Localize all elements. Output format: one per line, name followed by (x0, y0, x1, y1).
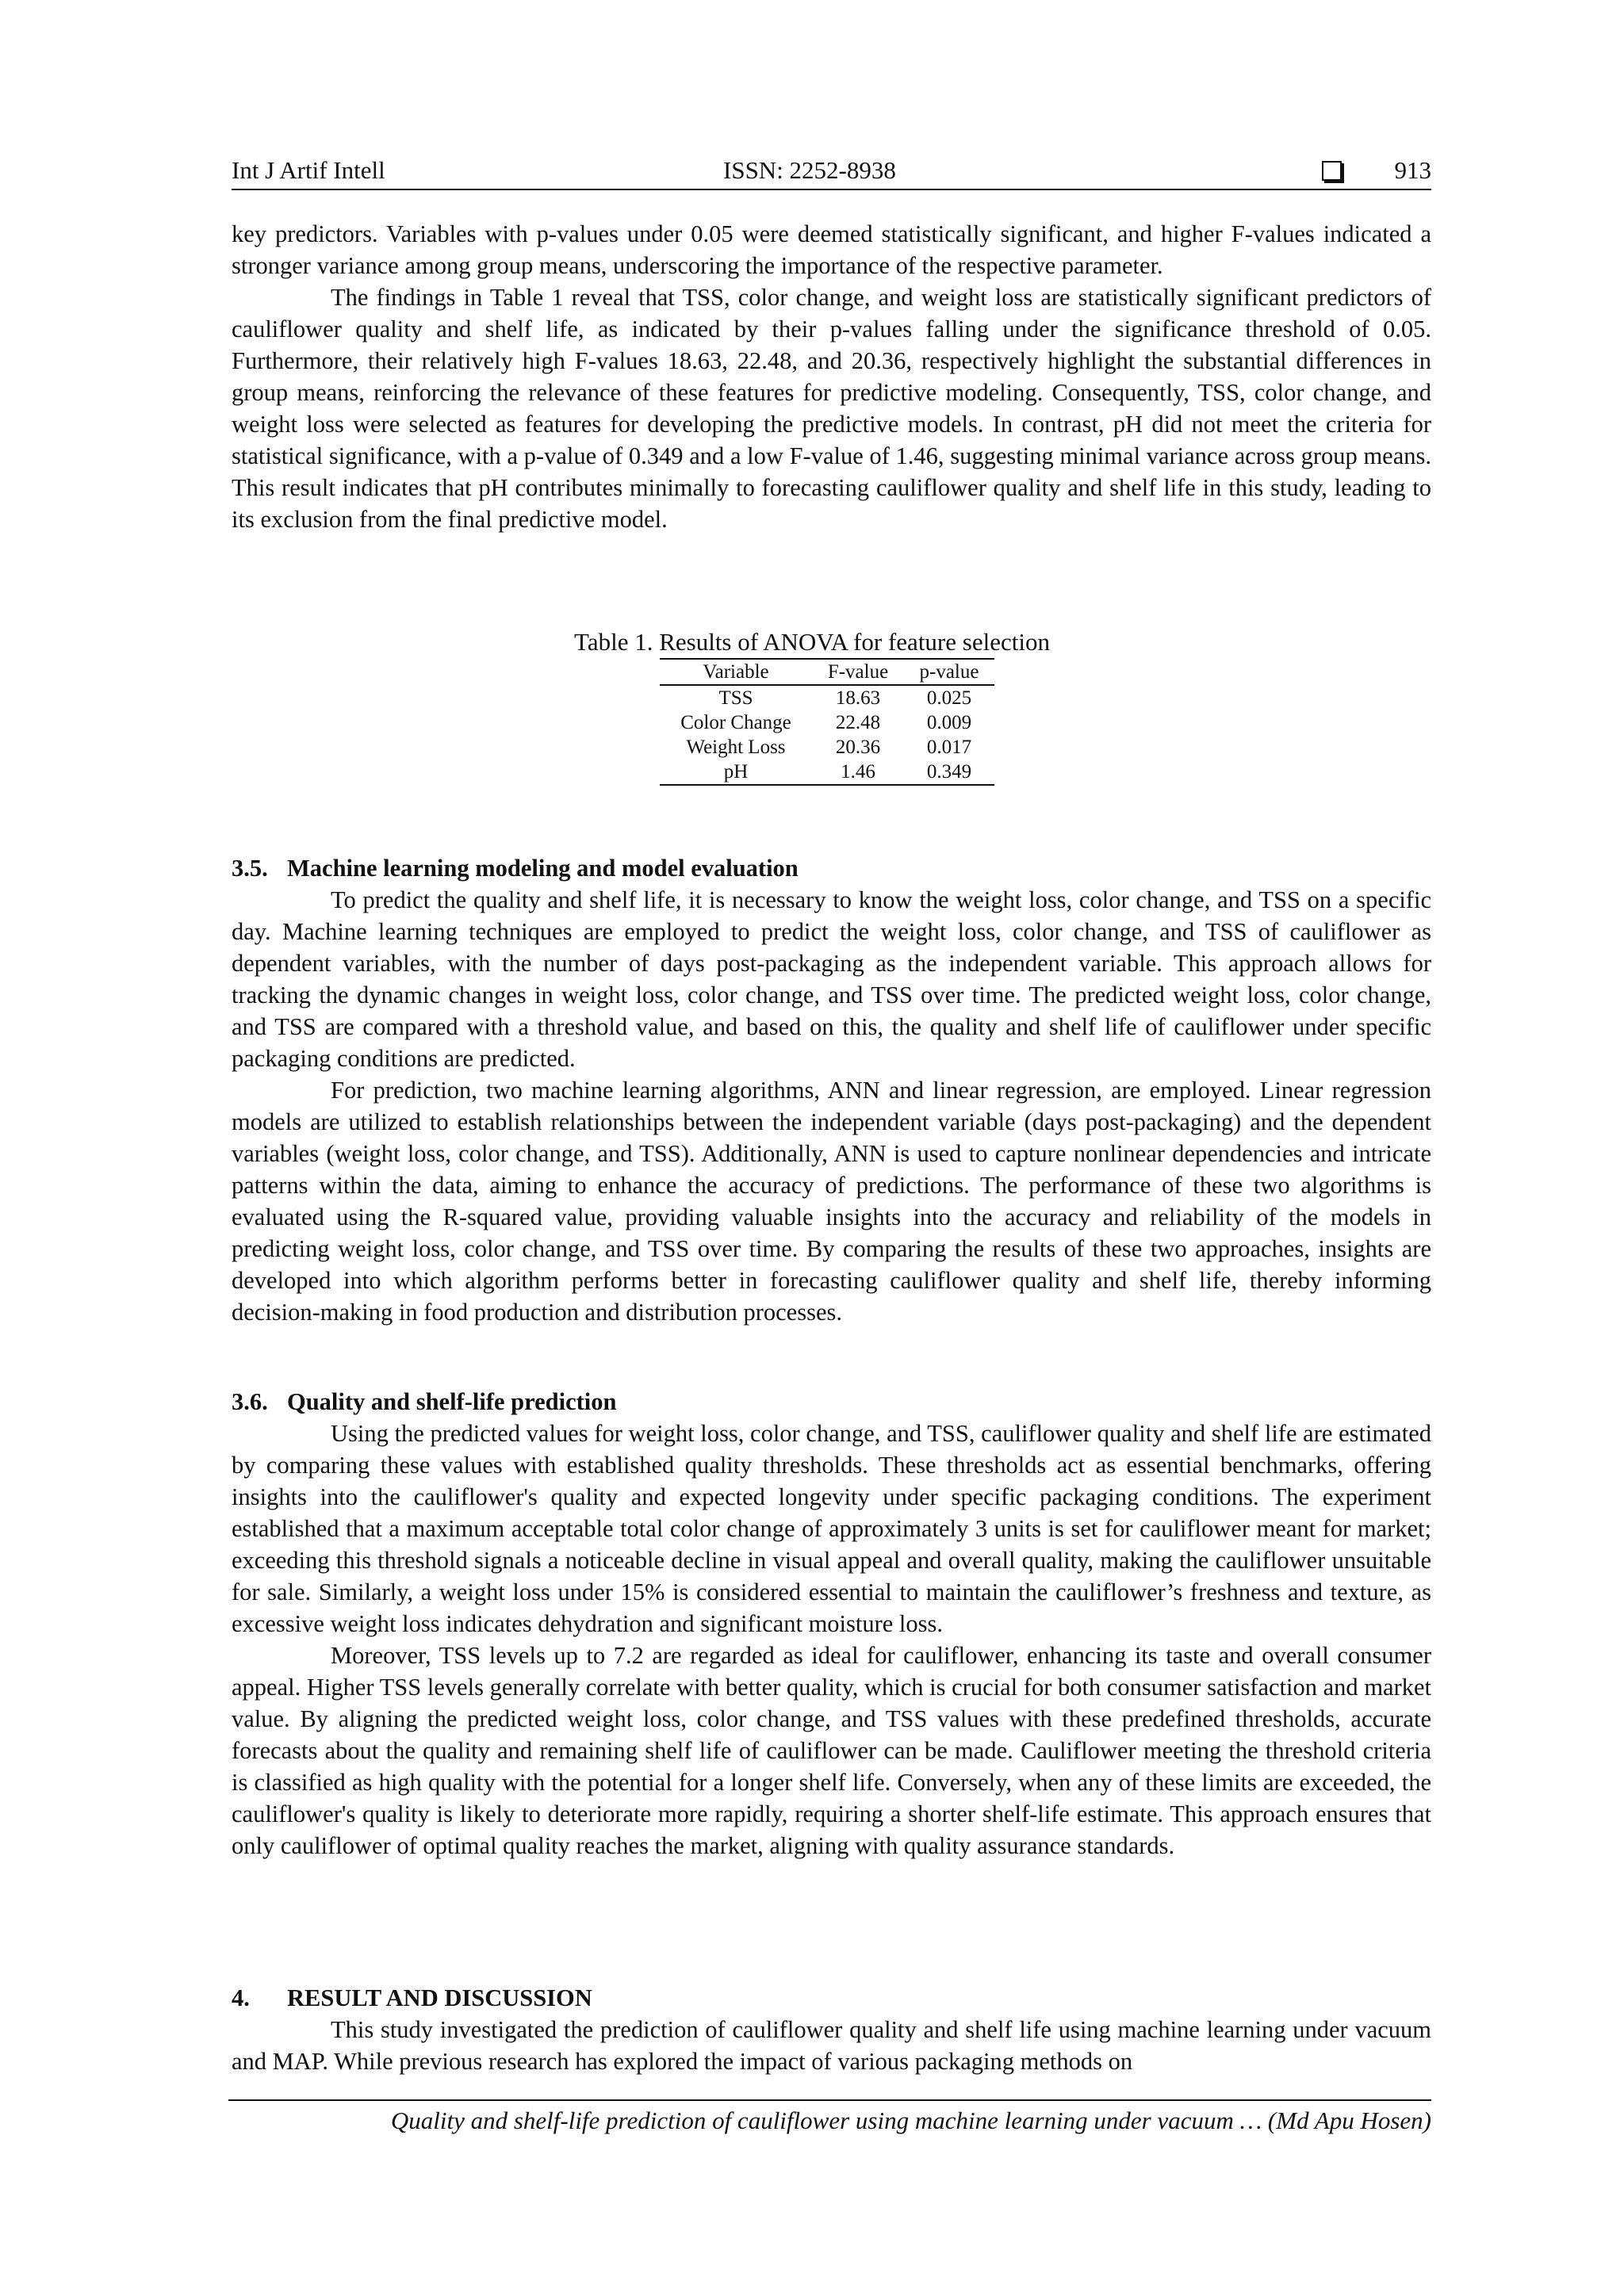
table-row (660, 735, 994, 760)
column-header: F-value (812, 659, 904, 685)
journal-name: Int J Artif Intell (232, 156, 385, 184)
table-cell: 1.46 (812, 760, 904, 785)
table-cell: Weight Loss (686, 737, 786, 758)
table-cell: TSS (718, 687, 753, 709)
table-cell: 22.48 (835, 712, 881, 733)
paragraph: Using the predicted values for weight loss, color change, and TSS, cauliflower quality and shelf life are estimated by comparing these values with established quality thresholds. These thresholds act as essential benchmarks, offering insights into the cauliflower's quality and expected longevity under specific packaging conditions. The experiment established that a maximum acceptable total color change of approximately 3 units is set for cauliflower meant for market; exceeding this threshold signals a noticeable decline in visual appeal and overall quality, making the cauliflower unsuitable for sale. Similarly, a weight loss under 15% is considered essential to maintain the cauliflower’s freshness and texture, as excessive weight loss indicates dehydration and significant moisture loss. (232, 1420, 1431, 1637)
square-bullet-icon (1322, 161, 1342, 181)
paragraph: To predict the quality and shelf life, it is necessary to know the weight loss, color change, and TSS on a specific day. Machine learning techniques are employed to predict the weight loss, color change, and TSS of cauliflower as dependent variables, with the number of days post-packaging as the independent variable. This approach allows for tracking the dynamic changes in weight loss, color change, and TSS over time. The predicted weight loss, color change, and TSS are compared with a threshold value, and based on this, the quality and shelf life of cauliflower under specific packaging conditions are predicted. (232, 886, 1431, 1072)
table-caption: Table 1. Results of ANOVA for feature selection (574, 628, 1050, 656)
table-cell: 20.36 (835, 737, 881, 758)
section-title: Quality and shelf-life prediction (287, 1388, 617, 1415)
table-cell: 0.009 (926, 712, 972, 733)
footer-rule (228, 2099, 1431, 2101)
paragraph: Moreover, TSS levels up to 7.2 are regarded as ideal for cauliflower, enhancing its taste and overall consumer appeal. Higher TSS levels generally correlate with better quality, which is crucial for both consumer satisfaction and market value. By aligning the predicted weight loss, color change, and TSS values with these predefined thresholds, accurate forecasts about the quality and remaining shelf life of cauliflower can be made. Cauliflower meeting the threshold criteria is classified as high quality with the potential for a longer shelf life. Conversely, when any of these limits are exceeded, the cauliflower's quality is likely to deteriorate more rapidly, requiring a shorter shelf-life estimate. This approach ensures that only cauliflower of optimal quality reaches the market, aligning with quality assurance standards. (232, 1642, 1431, 1859)
section-3-5 (232, 852, 1431, 1328)
table-cell: pH (660, 760, 812, 785)
table-cell: Color Change (680, 712, 791, 733)
paragraph: The findings in Table 1 reveal that TSS, color change, and weight loss are statistically significant predictors of cauliflower quality and shelf life, as indicated by their p-values falling under the significance threshold of 0.05. Furthermore, their relatively high F-values 18.63, 22.48, and 20.36, respectively highlight the substantial differences in group means, reinforcing the relevance of these features for predictive modeling. Consequently, TSS, color change, and weight loss were selected as features for developing the predictive models. In contrast, pH did not meet the criteria for statistical significance, with a p-value of 0.349 and a low F-value of 1.46, suggesting minimal variance across group means. This result indicates that pH contributes minimally to forecasting cauliflower quality and shelf life in this study, leading to its exclusion from the final predictive model. (232, 284, 1431, 533)
page-header (232, 155, 1431, 189)
section-number: 4. (232, 1984, 250, 2011)
intro-section (232, 218, 1431, 535)
table-cell: 0.017 (926, 737, 972, 758)
table-cell: 0.025 (926, 687, 972, 709)
issn: ISSN: 2252-8938 (723, 156, 896, 184)
table-cell: 0.349 (904, 760, 994, 785)
section-3-6 (232, 1386, 1431, 1862)
section-number: 3.6. (232, 1388, 268, 1415)
paragraph: key predictors. Variables with p-values under 0.05 were deemed statistically significant, and higher F-values indicated a stronger variance among group means, underscoring the importance of the respective parameter. (232, 220, 1431, 279)
table-header-row (660, 659, 994, 685)
column-header: p-value (904, 659, 994, 685)
page-number: 913 (1394, 156, 1431, 184)
section-title: RESULT AND DISCUSSION (287, 1984, 592, 2011)
anova-table (660, 658, 994, 786)
section-title: Machine learning modeling and model evaluation (287, 855, 799, 882)
table-row (660, 710, 994, 735)
column-header: Variable (660, 659, 812, 685)
section-number: 3.5. (232, 855, 268, 882)
section-heading (232, 852, 1431, 884)
running-footer: Quality and shelf-life prediction of cauliflower using machine learning under vacuum … (Md Apu Hosen) (390, 2107, 1431, 2134)
table-cell: 18.63 (835, 687, 881, 709)
paragraph: This study investigated the prediction of cauliflower quality and shelf life using machine learning under vacuum and MAP. While previous research has explored the impact of various packaging methods on (232, 2016, 1431, 2075)
section-4 (232, 1982, 1431, 2077)
section-heading (232, 1386, 1431, 1418)
table-row (660, 685, 994, 710)
paragraph: For prediction, two machine learning algorithms, ANN and linear regression, are employed. Linear regression models are utilized to establish relationships between the independent variable (days post-packaging) and the dependent variables (weight loss, color change, and TSS). Additionally, ANN is used to capture nonlinear dependencies and intricate patterns within the data, aiming to enhance the accuracy of predictions. The performance of these two algorithms is evaluated using the R-squared value, providing valuable insights into the accuracy and reliability of the models in predicting weight loss, color change, and TSS over time. By comparing the results of these two approaches, insights are developed into which algorithm performs better in forecasting cauliflower quality and shelf life, thereby informing decision-making in food production and distribution processes. (232, 1077, 1431, 1326)
section-heading (232, 1982, 1431, 2014)
header-rule (232, 189, 1431, 190)
table-row (660, 760, 994, 785)
